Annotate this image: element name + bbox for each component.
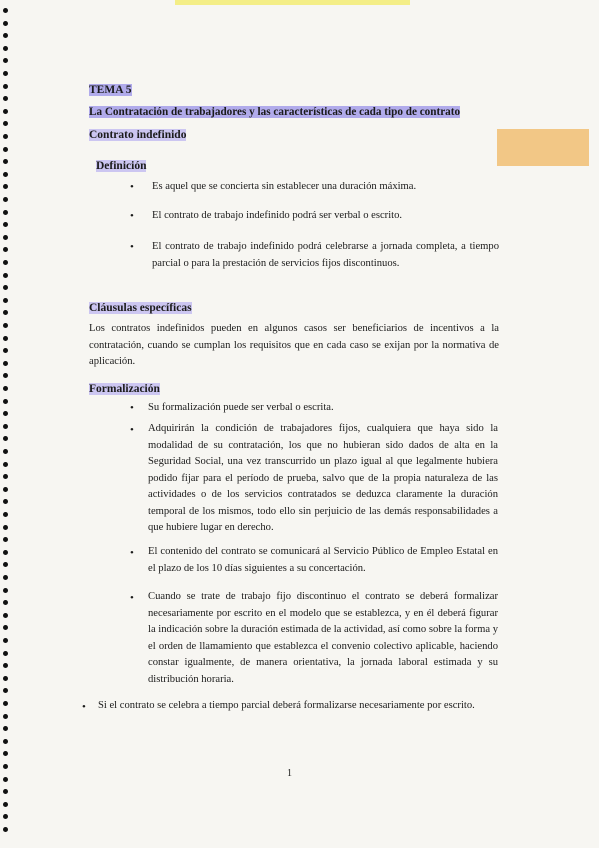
definicion-item-3: El contrato de trabajo indefinido podrá celebrarse a jornada completa, a tiempo parcial o para la prestación de servicios fijos discontinuos.: [152, 241, 499, 269]
clausulas-heading-text: Cláusulas específicas: [89, 302, 192, 314]
bullet-icon: •: [130, 547, 134, 559]
definicion-heading-text: Definición: [96, 160, 147, 172]
bullet-icon: •: [130, 181, 134, 193]
formalizacion-outer-item: Si el contrato se celebra a tiempo parcial deberá formalizarse necesariamente por escrito.: [98, 700, 475, 711]
section-subtitle: [89, 129, 186, 141]
page-title: [89, 106, 509, 118]
definicion-item-2: El contrato de trabajo indefinido podrá ser verbal o escrito.: [152, 210, 403, 221]
topic-number: [89, 84, 132, 96]
clausulas-heading: [89, 302, 192, 314]
formalizacion-item-3: El contenido del contrato se comunicará al Servicio Público de Empleo Estatal en el plazo de los 10 días siguientes a su concertación.: [148, 546, 498, 574]
bullet-icon: •: [130, 210, 134, 222]
bullet-icon: •: [130, 424, 134, 436]
formalizacion-item-1: Su formalización puede ser verbal o escrita.: [148, 402, 334, 413]
bullet-icon: •: [130, 402, 134, 414]
formalizacion-heading-text: Formalización: [89, 383, 160, 395]
bullet-icon: •: [130, 592, 134, 604]
bullet-icon: •: [130, 241, 134, 253]
formalizacion-item-4: Cuando se trate de trabajo fijo discontinuo el contrato se deberá formalizar necesariamente por escrito en el modelo que se establezca, y en él deberá figurar la indicación sobre la duración estimada de la actividad, así como sobre la forma y el orden de llamamiento que establezca el convenio colectivo aplicable, haciendo constar igualmente, de manera orientativa, la jornada laboral estimada y su distribución horaria.: [148, 591, 498, 685]
formalizacion-item-2: Adquirirán la condición de trabajadores fijos, cualquiera que haya sido la modalidad de su contratación, los que no hubieran sido dados de alta en la Seguridad Social, una vez transcurrido un plazo igual al que legalmente hubiera podido fijar para el período de prueba, salvo que de la propia naturaleza de las actividades o de los servicios contratados se deduzca claramente la duración temporal de los mismos, todo ello sin perjuicio de las demás responsabilidades a que hubiere lugar en derecho.: [148, 423, 498, 533]
page-title-text: La Contratación de trabajadores y las características de cada tipo de contrato: [89, 106, 461, 118]
bullet-icon: •: [82, 701, 86, 713]
topic-number-text: TEMA 5: [89, 84, 132, 96]
page-number: 1: [287, 768, 292, 779]
clausulas-text: Los contratos indefinidos pueden en algunos casos ser beneficiarios de incentivos a la contratación, cuando se cumplan los requisitos que en cada caso se exijan por la normativa de aplicación.: [89, 323, 499, 367]
definicion-heading: [96, 160, 146, 172]
definicion-item-1: Es aquel que se concierta sin establecer una duración máxima.: [152, 181, 417, 192]
section-subtitle-text: Contrato indefinido: [89, 129, 187, 141]
formalizacion-heading: [89, 383, 160, 395]
